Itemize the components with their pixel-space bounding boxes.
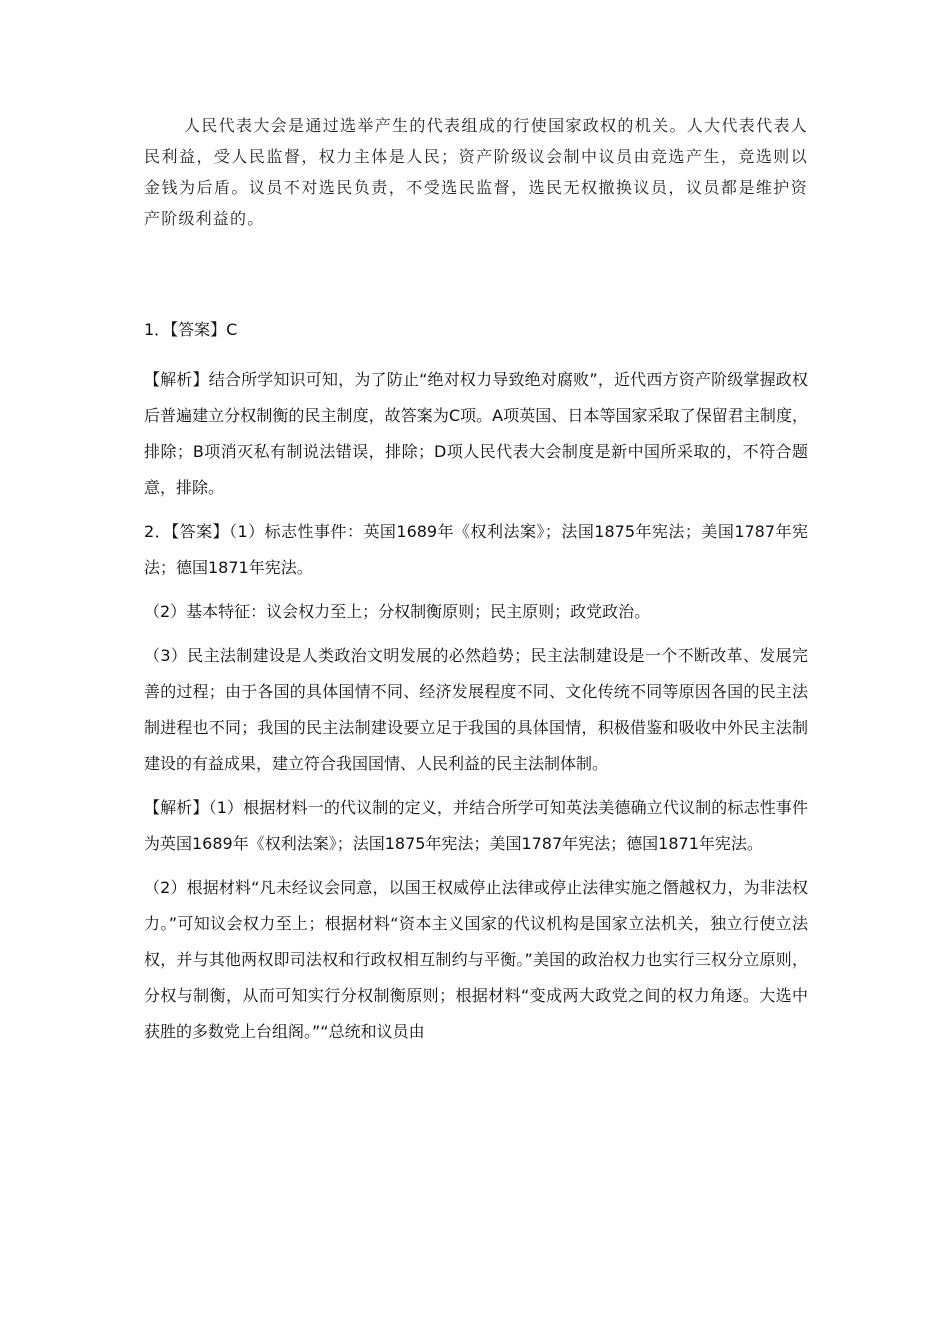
document-page [144,110,808,1058]
intro-paragraph: 人民代表大会是通过选举产生的代表组成的行使国家政权的机关。人大代表代表人民利益，受人民监督，权力主体是人民；资产阶级议会制中议员由竞选产生，竞选则以金钱为后盾。议员不对选民负责，不受选民监督，选民无权撤换议员，议员都是维护资产阶级利益的。 [144,116,808,228]
q2-answer-part3: （3）民主法制建设是人类政治文明发展的必然趋势；民主法制建设是一个不断改革、发展完善的过程；由于各国的具体国情不同、经济发展程度不同、文化传统不同等原因各国的民主法制进程也不同；我国的民主法制建设要立足于我国的具体国情，积极借鉴和吸收中外民主法制建设的有益成果，建立符合我国国情、人民利益的民主法制体制。 [144,646,808,773]
q2-analysis-part1: 【解析】（1）根据材料一的代议制的定义，并结合所学可知英法美德确立代议制的标志性事件为英国1689年《权利法案》；法国1875年宪法；美国1787年宪法；德国1871年宪法。 [144,798,808,853]
q2-answer-part1: 2．【答案】（1）标志性事件：英国1689年《权利法案》；法国1875年宪法；美国1787年宪法；德国1871年宪法。 [144,522,808,577]
q2-analysis-part2: （2）根据材料“凡未经议会同意，以国王权威停止法律或停止法律实施之僭越权力，为非法权力。”可知议会权力至上；根据材料“资本主义国家的代议机构是国家立法机关，独立行使立法权，并与其他两权即司法权和行政权相互制约与平衡。”美国的政治权力也实行三权分立原则，分权与制衡，从而可知实行分权制衡原则；根据材料“变成两大政党之间的权力角逐。大选中获胜的多数党上台组阁。”“总统和议员由 [144,878,808,1041]
q2-answer-part2: （2）基本特征：议会权力至上；分权制衡原则；民主原则；政党政治。 [144,602,651,621]
q1-analysis: 【解析】结合所学知识可知，为了防止“绝对权力导致绝对腐败”，近代西方资产阶级掌握政权后普遍建立分权制衡的民主制度，故答案为C项。A项英国、日本等国家采取了保留君主制度，排除；B项消灭私有制说法错误，排除；D项人民代表大会制度是新中国所采取的，不符合题意，排除。 [144,370,808,497]
q1-answer: 1．【答案】C [144,320,238,339]
